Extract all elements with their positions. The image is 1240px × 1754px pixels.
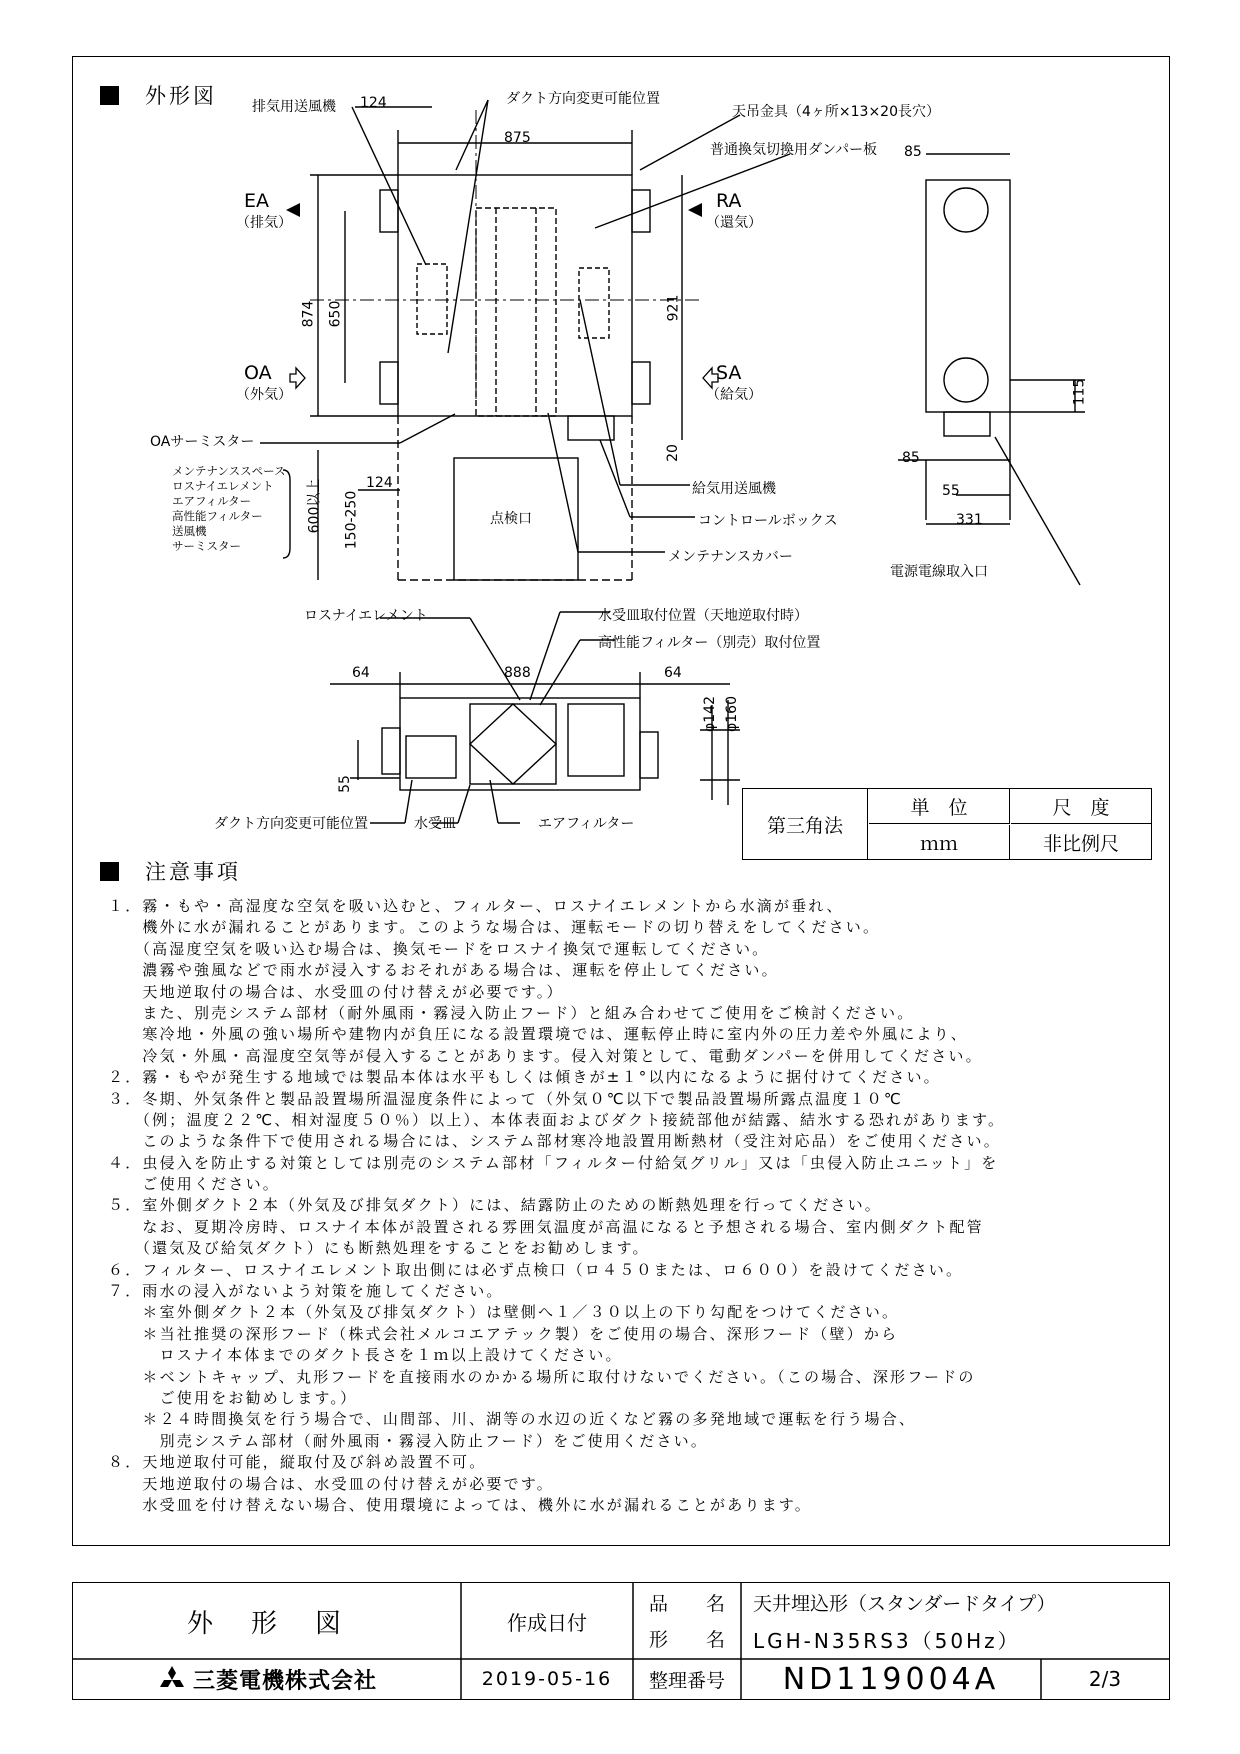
dim-64-right: 64 — [664, 665, 682, 681]
note-line: 寒冷地・外風の強い場所や建物内が負圧になる設置環境では、運転停止時に室内外の圧力差や外風により、 — [108, 1025, 969, 1044]
dim-331: 331 — [956, 512, 983, 528]
dim-600: 600以上 — [306, 478, 323, 534]
item-label: 品 名 — [648, 1593, 725, 1615]
note-line: 別売システム部材（耐外風雨・霧浸入防止フード）をご使用ください。 — [108, 1431, 709, 1450]
label-lossnay: ロスナイエレメント — [304, 608, 428, 624]
dim-150-250: 150-250 — [343, 490, 360, 550]
dim-124-mid: 124 — [366, 475, 393, 491]
mitsubishi-logo-icon — [157, 1666, 187, 1692]
dim-85-bottom: 85 — [902, 450, 920, 466]
note-line: ４．虫侵入を防止する対策としては別売のシステム部材「フィルター付給気グリル」又は「虫侵入防止ユニット」を — [108, 1153, 999, 1172]
dim-160: φ160 — [723, 696, 740, 732]
label-inspection: 点検口 — [490, 511, 532, 527]
port-ea: EA — [244, 190, 270, 212]
note-line: なお、夏期冷房時、ロスナイ本体が設置される雰囲気温度が高温になると予想される場合、室内側ダクト配管 — [108, 1217, 984, 1236]
legend-scale-value: 非比例尺 — [1042, 832, 1119, 855]
dim-874: 874 — [300, 300, 317, 328]
dim-142: φ142 — [701, 696, 718, 732]
label-drain-pan: 水受皿 — [414, 816, 456, 832]
label-maint-cover: メンテナンスカバー — [668, 549, 793, 565]
port-oa: OA — [244, 362, 272, 384]
dim-55-side: 55 — [942, 483, 960, 499]
maint-list: メンテナンススペース ロスナイエレメント エアフィルター 高性能フィルター 送風機 サーミスター — [172, 464, 286, 553]
label-supply-fan: 給気用送風機 — [692, 481, 776, 497]
created-label: 作成日付 — [507, 1610, 587, 1635]
note-line: このような条件下で使用される場合には、システム部材寒冷地設置用断熱材（受注対応品）をご使用ください。 — [108, 1132, 1001, 1151]
dim-875: 875 — [504, 130, 531, 146]
label-exhaust-fan: 排気用送風機 — [252, 99, 336, 115]
label-duct-change-2: ダクト方向変更可能位置 — [214, 816, 368, 832]
label-air-filter: エアフィルター — [538, 816, 635, 832]
label-power-entry: 電源電線取入口 — [890, 564, 988, 580]
doc-type: 外 形 図 — [186, 1608, 347, 1639]
dim-85-top: 85 — [904, 144, 922, 160]
created-date: 2019-05-16 — [481, 1668, 613, 1690]
note-line: （例；温度２２℃、相対湿度５０％）以上）、本体表面およびダクト接続部他が結露、結氷する恐れがあります。 — [108, 1110, 1006, 1129]
label-damper: 普通換気切換用ダンパー板 — [710, 142, 878, 158]
dim-20: 20 — [664, 444, 681, 462]
note-line: 天地逆取付の場合は、水受皿の付け替えが必要です。） — [108, 982, 564, 1001]
dim-124-top: 124 — [360, 95, 387, 111]
note-line: ５．室外側ダクト２本（外気及び排気ダクト）には、結露防止のための断熱処理を行ってください。 — [108, 1196, 883, 1215]
port-ra: RA — [716, 190, 742, 212]
note-line: ６．フィルター、ロスナイエレメント取出側には必ず点検口（ロ４５０または、ロ６００）を設けてください。 — [108, 1260, 964, 1279]
note-line: 水受皿を付け替えない場合、使用環境によっては、機外に水が漏れることがあります。 — [108, 1495, 813, 1514]
note-line: 天地逆取付の場合は、水受皿の付け替えが必要です。 — [108, 1474, 555, 1493]
title-block — [72, 1582, 1170, 1700]
side-view-body — [926, 180, 1010, 412]
company-name: 三菱電機株式会社 — [192, 1668, 377, 1694]
note-line: ＊室外側ダクト２本（外気及び排気ダクト）は壁側へ１／３０以上の下り勾配をつけてください。 — [108, 1303, 900, 1322]
note-line: また、別売システム部材（耐外風雨・霧浸入防止フード）と組み合わせてご使用をご検討ください。 — [108, 1003, 915, 1022]
note-line: 機外に水が漏れることがあります。このような場合は、運転モードの切り替えをしてください。 — [108, 918, 881, 937]
note-line: ２．霧・もやが発生する地域では製品本体は水平もしくは傾きが±１°以内になるように据付けてください。 — [108, 1068, 941, 1087]
legend-projection: 第三角法 — [743, 789, 868, 859]
doc-number: ND119004A — [782, 1661, 1000, 1697]
dim-115: 115 — [1071, 378, 1088, 406]
label-control-box: コントロールボックス — [698, 513, 838, 529]
dim-55-front: 55 — [336, 775, 353, 793]
projection-legend — [742, 788, 1152, 860]
dim-921: 921 — [665, 294, 682, 322]
note-line: ３．冬期、外気条件と製品設置場所温湿度条件によって（外気０℃以下で製品設置場所露点温度１０℃ — [108, 1089, 903, 1108]
label-oa-thermistor: OAサーミスター — [150, 434, 255, 450]
note-line: ＊当社推奨の深形フード（株式会社メルコエアテック製）をご使用の場合、深形フード（壁）から — [108, 1324, 899, 1343]
label-drain-pos: 水受皿取付位置（天地逆取付時） — [598, 608, 808, 624]
model-name: LGH-N35RS3（50Hz） — [753, 1629, 1021, 1653]
legend-unit-header: 単 位 — [869, 789, 1010, 824]
section-outline-title: 外形図 — [100, 80, 217, 110]
ref-label: 整理番号 — [648, 1669, 725, 1692]
note-line: ８．天地逆取付可能，縦取付及び斜め設置不可。 — [108, 1453, 487, 1472]
port-ea-sub: （排気） — [236, 215, 292, 231]
note-line: １．霧・もや・高湿度な空気を吸い込むと、フィルター、ロスナイエレメントから水滴が垂れ、 — [108, 897, 844, 915]
note-line: （還気及び給気ダクト）にも断熱処理をすることをお勧めします。 — [108, 1239, 650, 1258]
section-notes-title: 注意事項 — [100, 856, 241, 886]
model-label: 形 名 — [648, 1629, 725, 1651]
dim-650: 650 — [327, 300, 344, 328]
dim-64-left: 64 — [352, 665, 370, 681]
section-bullet-icon — [100, 862, 119, 881]
note-line: （高湿度空気を吸い込む場合は、換気モードをロスナイ換気で運転してください。 — [108, 939, 770, 958]
note-line: 濃霧や強風などで雨水が浸入するおそれがある場合は、運転を停止してください。 — [108, 961, 779, 980]
port-sa: SA — [716, 362, 742, 384]
legend-scale-header: 尺 度 — [1011, 789, 1151, 824]
label-hepa-pos: 高性能フィルター（別売）取付位置 — [598, 635, 821, 651]
legend-unit-value: ｍｍ — [869, 825, 1010, 859]
note-line: ＊ベントキャップ、丸形フードを直接雨水のかかる場所に取付けないでください。（この場合、深形フードの — [108, 1367, 976, 1386]
note-line: ＊２４時間換気を行う場合で、山間部、川、湖等の水辺の近くなど霧の多発地域で運転を行う場合、 — [108, 1410, 917, 1429]
port-oa-sub: （外気） — [236, 387, 292, 403]
note-line: ロスナイ本体までのダクト長さを１ｍ以上設けてください。 — [108, 1346, 623, 1365]
note-line: 冷気・外風・高湿度空気等が侵入することがあります。侵入対策として、電動ダンパーを併用してください。 — [108, 1046, 983, 1065]
label-hanger: 天吊金具（4ヶ所×13×20長穴） — [732, 104, 940, 120]
company-logo — [73, 1659, 461, 1699]
port-sa-sub: （給気） — [706, 387, 762, 403]
note-line: ７．雨水の浸入がないよう対策を施してください。 — [108, 1282, 504, 1301]
note-line: ご使用をお勧めします。） — [108, 1388, 358, 1407]
port-ra-sub: （還気） — [706, 215, 762, 231]
dim-888: 888 — [504, 665, 531, 681]
label-duct-change: ダクト方向変更可能位置 — [506, 91, 660, 107]
note-line: ご使用ください。 — [108, 1175, 281, 1194]
page-number: 2/3 — [1088, 1667, 1122, 1691]
item-name: 天井埋込形（スタンダードタイプ） — [753, 1593, 1056, 1615]
notes-list — [108, 896, 1138, 1516]
